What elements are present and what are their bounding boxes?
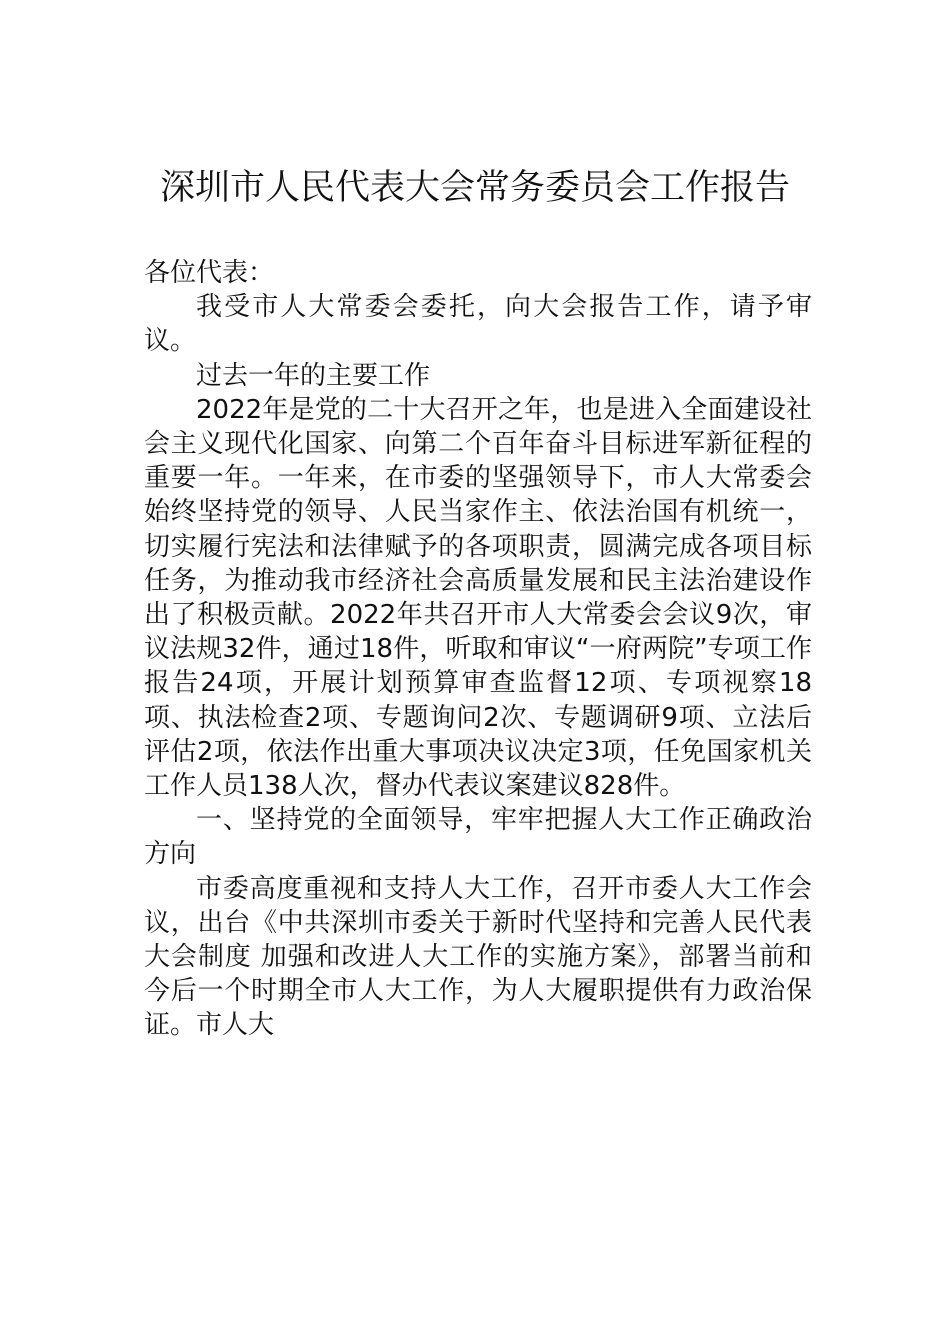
- document-title: 深圳市人民代表大会常务委员会工作报告: [159, 168, 790, 208]
- salutation: 各位代表：: [144, 258, 275, 288]
- section-heading-one: 一、坚持党的全面领导，牢牢把握人大工作正确政治方向: [144, 805, 812, 870]
- document-body: [144, 256, 812, 1043]
- section-one-paragraph: 市委高度重视和支持人大工作，召开市委人大工作会议，出台《中共深圳市委关于新时代坚持和完善人民代表大会制度 加强和改进人大工作的实施方案》，部署当前和今后一个时期全市人大工作，为人大履职提供有力政治保证。市人大: [144, 873, 812, 1041]
- opening-paragraph: 我受市人大常委会委托，向大会报告工作，请予审议。: [144, 292, 812, 357]
- section-heading-main-work: 过去一年的主要工作: [196, 360, 431, 391]
- summary-paragraph: 2022年是党的二十大召开之年，也是进入全面建设社会主义现代化国家、向第二个百年奋斗目标进军新征程的重要一年。一年来，在市委的坚强领导下，市人大常委会始终坚持党的领导、人民当家作主、依法治国有机统一，切实履行宪法和法律赋予的各项职责，圆满完成各项目标任务，为推动我市经济社会高质量发展和民主法治建设作出了积极贡献。2022年共召开市人大常委会会议9次，审议法规32件，通过18件，听取和审议“一府两院”专项工作报告24项，开展计划预算审查监督12项、专项视察18项、执法检查2项、专题询问2次、专题调研9项、立法后评估2项，依法作出重大事项决议决定3项，任免国家机关工作人员138人次，督办代表议案建议828件。: [144, 394, 812, 802]
